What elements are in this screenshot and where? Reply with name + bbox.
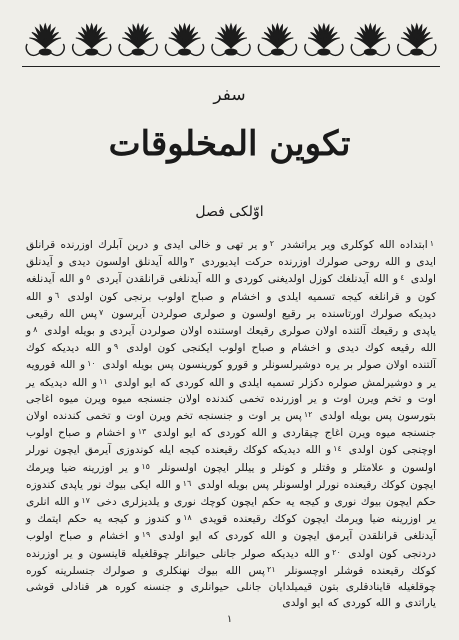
verse-number: ١٩ bbox=[141, 530, 151, 540]
verse-number: ٧ bbox=[99, 307, 104, 317]
verse-text: پس الله بيوك نهنكلرى و صولرك جنسلرينه كوره چوقلغيله قاينادقلرى بتون قيميلدايان جانلى حيوانلرى و جنسنه كوره هر قنادلى قوشى ياراتدى و الله كوردى كه ايو اولدى bbox=[26, 564, 436, 610]
verse-text: پس ير اوت و جنسنجه تخم ويرن اوت و تخمى كندنده اولان جنسنجه ميوه ويرن اغاج چيقاردى و الله كوردى كه ايو اولدى bbox=[26, 410, 436, 440]
page-title: تكوين المخلوقات bbox=[108, 124, 351, 164]
palmette-ornament bbox=[305, 24, 343, 55]
palmette-ornament bbox=[119, 24, 157, 55]
verse-text: و الله ديديكه ير اوت و تخم ويرن اوت و ير اوزرنده تخمى كندنده اولان جنسنجه ميوه ويرن ميوه اغاجى بتورسون پس بويله اولدى bbox=[26, 376, 436, 423]
verse-number: ٩ bbox=[113, 342, 119, 352]
verse-number: ٦ bbox=[54, 290, 60, 300]
verse-text: و الله رقيعه كوك ديدى و اخشام و صباح اولوب ايكنجى كون اولدى bbox=[26, 325, 436, 355]
verse-number: ٨ bbox=[33, 325, 38, 335]
page-number: ١ bbox=[226, 614, 233, 625]
verse-text: و الله ايكى بيوك نور ياپدى كندوزه حكم ايچون بيوك نورى و كيجه يه حكم ايچون كوچك نورى و يلديزلرى دخى bbox=[26, 478, 436, 509]
verse-number: ٥ bbox=[85, 273, 91, 283]
verse-number: ٢٠ bbox=[332, 547, 341, 557]
verse-text: و ير تهى و خالى ايدى و درين آبلرك اوزرنده قرانلق ايدى و الله روحى صولرك اوزرنده حركت ايديوردى bbox=[26, 239, 436, 269]
verse-number: ١٨ bbox=[183, 513, 192, 523]
ornamental-header-border bbox=[22, 12, 440, 64]
verse-text: و الله قورويه ير و دوشيرلمش صولره دكزلر تسميه ايلدى و الله كوردى كه ايو اولدى bbox=[26, 359, 436, 389]
verse-number: ١٦ bbox=[182, 478, 192, 488]
palmette-ornament bbox=[398, 24, 436, 55]
verse-number: ٢١ bbox=[267, 564, 276, 574]
verse-text: و الله ديديكه كوكك رقيعنده كيجه ايله كوندوزى آيرمق ايچون نورلر اولسون و علامتلر و وقتلر و كونلر و ييللر ايچون اولسونلر bbox=[26, 444, 436, 474]
verse-number: ١١ bbox=[99, 376, 108, 386]
verse-text: و كندوز و كيجه يه حكم ايتمك و آيدنلغى قرانلقدن آيرمق ايچون و الله كوردى كه ايو اولدى bbox=[26, 513, 436, 543]
verse-text: و اخشام و صباح اولوب اوچنجى كون اولدى bbox=[26, 427, 436, 457]
verse-text: و الله ديديكه صولر جانلى حيوانلر چوقلغيله قاينسون و ير اوزرنده كوكك رقيعنده قوشلر اوچسونلر bbox=[26, 547, 436, 577]
verse-number: ١٥ bbox=[141, 461, 150, 471]
palmette-ornament bbox=[73, 24, 111, 55]
verse-number: ١٢ bbox=[303, 410, 313, 420]
verse-number: ٢ bbox=[269, 239, 275, 248]
verse-text: و ير اوزرينه ضيا ويرمك ايچون كوكك رقيعنده نورلر اولسونلر پس بويله اولدى bbox=[26, 461, 436, 491]
palmette-ornament bbox=[165, 24, 203, 55]
palmette-ornament bbox=[351, 24, 389, 55]
book-label: سفر bbox=[213, 85, 246, 105]
verse-text: و الله آيدنلغك كوزل اولديغنى كوردى و الله آيدنلغى قرانلقدن آيردى bbox=[92, 273, 399, 286]
palmette-ornament bbox=[26, 24, 64, 55]
scripture-body bbox=[26, 236, 436, 611]
verse-number: ٣ bbox=[189, 256, 195, 266]
chapter-heading: اوّلكى فصل bbox=[195, 204, 264, 220]
header-rule bbox=[22, 66, 440, 67]
verse-text: و الله آيدنلغه كون و قرانلغه كيجه تسميه ايلدى و اخشام و صباح اولوب برنجى كون اولدى bbox=[26, 273, 436, 303]
verse-number: ١٤ bbox=[333, 444, 342, 454]
verse-number: ١ bbox=[429, 239, 435, 248]
palmette-ornament bbox=[212, 24, 250, 55]
verse-text: و الله ديديكه كوك آلتنده اولان صولر بر يره دوشيرلسونلر و قورو كورينسون پس بويله اولدى bbox=[26, 342, 436, 372]
verse-text: و الله ديديكه صولرك اورتاسنده بر رقيع اولسون و صولرى صولردن آيرسون bbox=[26, 290, 436, 320]
verse-number: ١٠ bbox=[87, 359, 96, 369]
verse-text: و الله انلرى ير اوزرينه ضيا ويرمك ايچون كوكك رقيعنده قويدى bbox=[26, 496, 436, 526]
verse-text: و اخشام و صباح اولوب دردنجى كون اولدى bbox=[26, 530, 436, 560]
verse-text: والله آيدنلق اولسون ديدى و آيدنلق اولدى bbox=[26, 256, 436, 286]
verse-number: ١٣ bbox=[137, 427, 147, 437]
palmette-ornament bbox=[258, 24, 296, 55]
verse-number: ١٧ bbox=[81, 496, 90, 506]
verse-text: پس الله رقيعى ياپدى و رقيعك آلتنده اولان صولرى رقيعك اوستنده اولان صولردن آيردى و بويله اولدى bbox=[26, 307, 436, 338]
verse-number: ٤ bbox=[400, 273, 405, 283]
verse-text: ابتداده الله كوكلرى وير يراتشدر bbox=[276, 239, 428, 251]
